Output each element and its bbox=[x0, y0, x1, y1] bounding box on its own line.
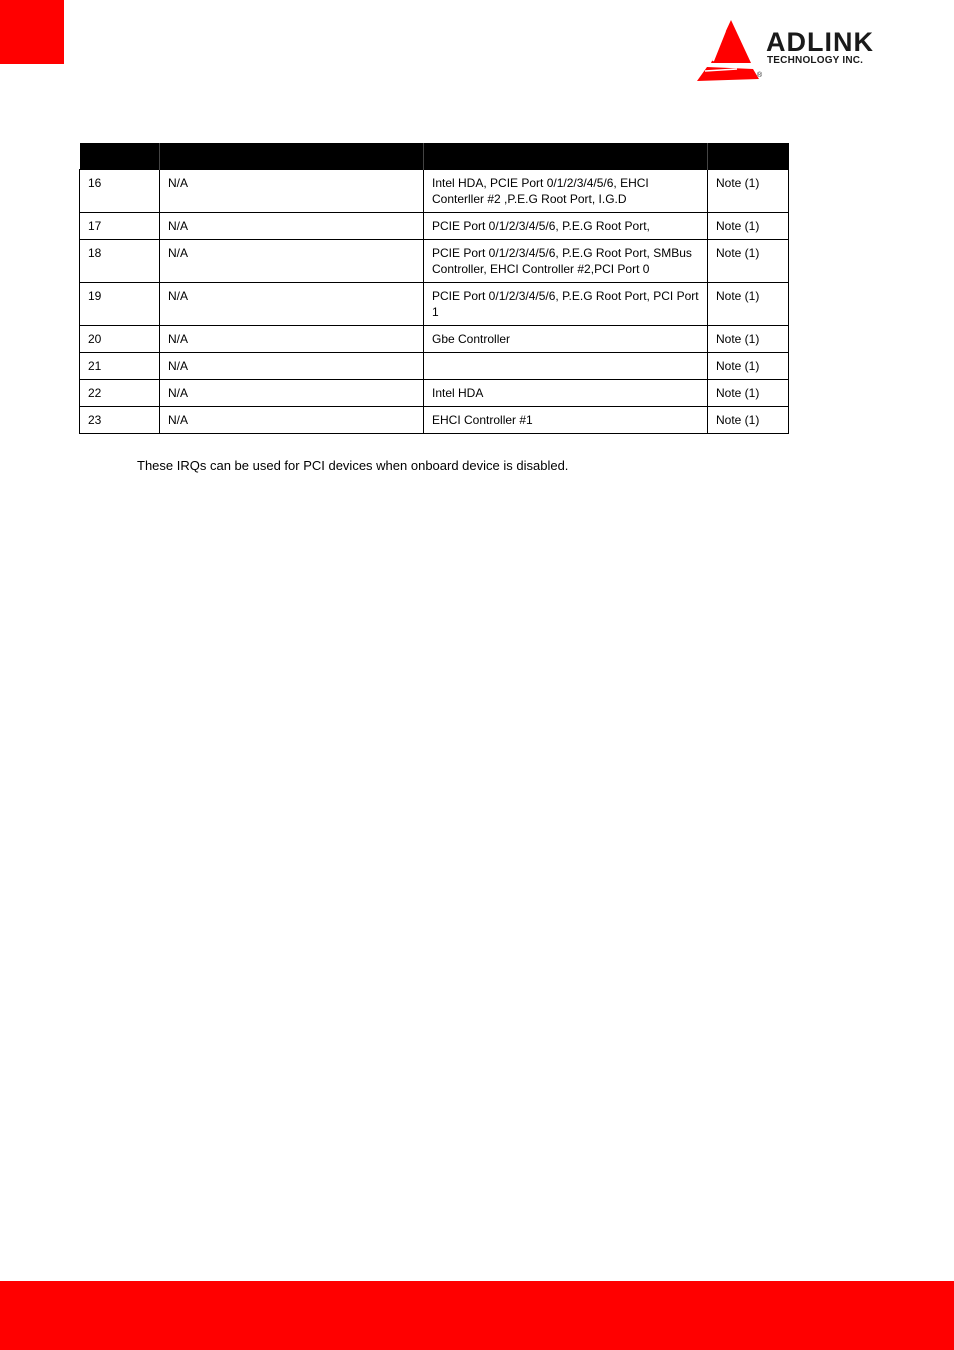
adlink-logo bbox=[693, 17, 908, 83]
note-cell: Note (1) bbox=[708, 325, 789, 352]
legacy-cell: N/A bbox=[160, 352, 424, 379]
irq-cell: 23 bbox=[80, 406, 160, 433]
table-row bbox=[80, 212, 789, 239]
pci-devices-cell: PCIE Port 0/1/2/3/4/5/6, P.E.G Root Port, SMBus Controller, EHCI Controller #2,PCI Port 0 bbox=[424, 239, 708, 282]
irq-cell: 19 bbox=[80, 282, 160, 325]
logo-wordmark: ADLINK bbox=[766, 27, 874, 57]
legacy-cell: N/A bbox=[160, 239, 424, 282]
table-header-note bbox=[708, 143, 789, 169]
irq-table-container bbox=[79, 143, 788, 434]
legacy-cell: N/A bbox=[160, 325, 424, 352]
pci-devices-cell: PCIE Port 0/1/2/3/4/5/6, P.E.G Root Port, bbox=[424, 212, 708, 239]
note-cell: Note (1) bbox=[708, 212, 789, 239]
note-cell: Note (1) bbox=[708, 239, 789, 282]
triangle-logo-icon bbox=[693, 17, 763, 83]
table-row bbox=[80, 352, 789, 379]
table-footnote: These IRQs can be used for PCI devices when onboard device is disabled. bbox=[137, 458, 569, 473]
pci-devices-cell: Gbe Controller bbox=[424, 325, 708, 352]
note-cell: Note (1) bbox=[708, 352, 789, 379]
table-row bbox=[80, 406, 789, 433]
legacy-cell: N/A bbox=[160, 282, 424, 325]
irq-cell: 22 bbox=[80, 379, 160, 406]
irq-table bbox=[79, 143, 789, 434]
table-row bbox=[80, 239, 789, 282]
legacy-cell: N/A bbox=[160, 169, 424, 212]
logo-tagline: TECHNOLOGY INC. bbox=[767, 55, 864, 66]
footer-bar bbox=[0, 1281, 954, 1350]
pci-devices-cell: Intel HDA bbox=[424, 379, 708, 406]
table-header-pci bbox=[424, 143, 708, 169]
pci-devices-cell: EHCI Controller #1 bbox=[424, 406, 708, 433]
note-cell: Note (1) bbox=[708, 282, 789, 325]
header-corner-block bbox=[0, 0, 64, 64]
table-header-row bbox=[80, 143, 789, 169]
irq-cell: 16 bbox=[80, 169, 160, 212]
table-row bbox=[80, 169, 789, 212]
note-cell: Note (1) bbox=[708, 406, 789, 433]
table-row bbox=[80, 379, 789, 406]
table-header-legacy bbox=[160, 143, 424, 169]
irq-cell: 20 bbox=[80, 325, 160, 352]
table-header-irq bbox=[80, 143, 160, 169]
irq-cell: 18 bbox=[80, 239, 160, 282]
legacy-cell: N/A bbox=[160, 406, 424, 433]
irq-cell: 21 bbox=[80, 352, 160, 379]
legacy-cell: N/A bbox=[160, 212, 424, 239]
legacy-cell: N/A bbox=[160, 379, 424, 406]
note-cell: Note (1) bbox=[708, 169, 789, 212]
irq-cell: 17 bbox=[80, 212, 160, 239]
table-row bbox=[80, 282, 789, 325]
table-row bbox=[80, 325, 789, 352]
pci-devices-cell: Intel HDA, PCIE Port 0/1/2/3/4/5/6, EHCI Conterller #2 ,P.E.G Root Port, I.G.D bbox=[424, 169, 708, 212]
registered-mark: ® bbox=[757, 72, 763, 79]
pci-devices-cell bbox=[424, 352, 708, 379]
note-cell: Note (1) bbox=[708, 379, 789, 406]
pci-devices-cell: PCIE Port 0/1/2/3/4/5/6, P.E.G Root Port, PCI Port 1 bbox=[424, 282, 708, 325]
